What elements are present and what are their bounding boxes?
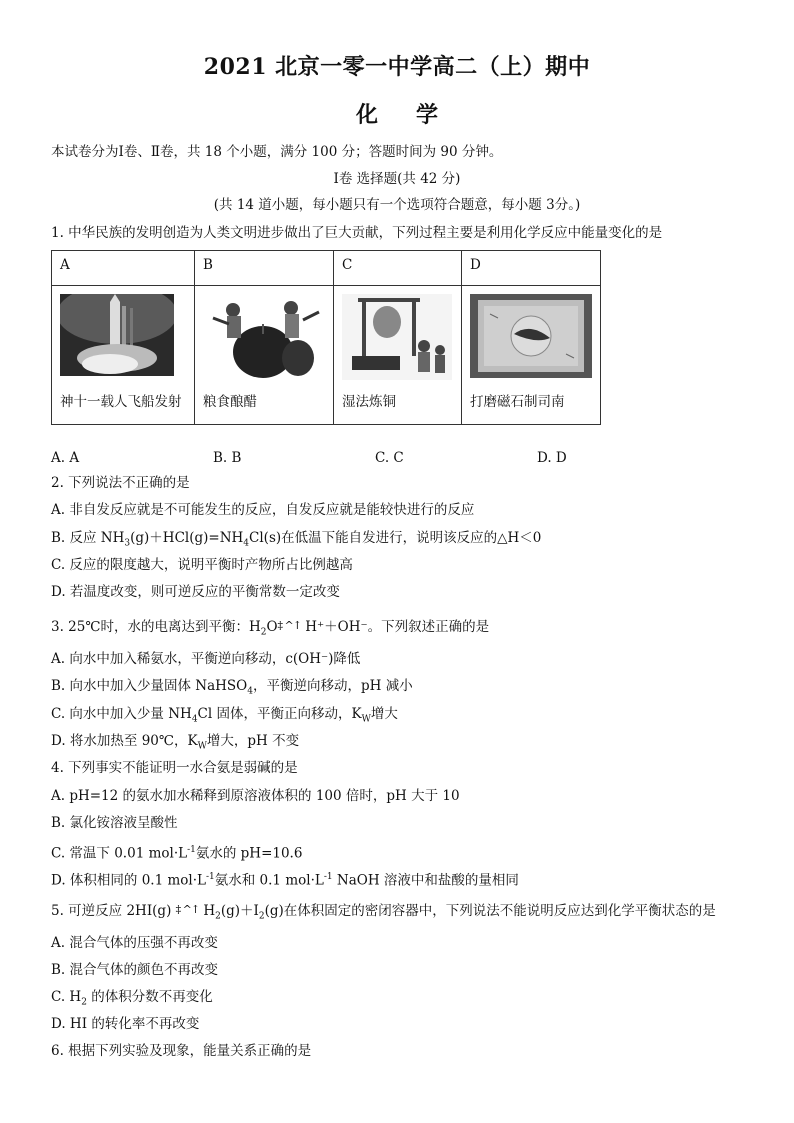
q3-option-c: C. 向水中加入少量 $NH_4Cl$ 固体，平衡正向移动，$K_W$增大 — [51, 706, 398, 725]
q4-option-b: B. 氯化铵溶液呈酸性 — [51, 815, 178, 831]
q2-option-b: B. 反应 $NH_3(g)+HCl(g)=NH_4Cl(s)$在低温下能自发进行，说明该反应的△H＜0 — [51, 530, 542, 549]
option-cell-c — [334, 286, 462, 425]
q1-answer-c: C. C — [375, 450, 404, 466]
q3-option-d: D. 将水加热至 90℃，$K_W$增大，pH 不变 — [51, 733, 300, 752]
q3-option-a: A. 向水中加入稀氨水，平衡逆向移动，c(OH⁻)降低 — [51, 651, 361, 667]
option-header-b: B — [195, 251, 334, 286]
q1-stem: 1. 中华民族的发明创造为人类文明进步做出了巨大贡献，下列过程主要是利用化学反应中能量变化的是 — [51, 225, 663, 241]
rocket-launch-image — [60, 294, 174, 376]
q2-stem: 2. 下列说法不正确的是 — [51, 475, 190, 491]
option-caption-a: 神十一载人飞船发射 — [60, 394, 182, 410]
compass-sinan-image — [470, 294, 592, 378]
q3-stem: 3. 25℃时，水的电离达到平衡：$H_2O\ddagger$ ^↑ H⁺＋OH⁻。下列叙述正确的是 — [51, 619, 490, 638]
q4-option-a: A. pH=12 的氨水加水稀释到原溶液体积的 100 倍时，pH 大于 10 — [51, 788, 460, 804]
q5-stem: 5. 可逆反应 2HI(g) ‡ ^↑ $H_2(g)+I_2(g)$在体积固定的密闭容器中，下列说法不能说明反应达到化学平衡状态的是 — [51, 903, 716, 922]
vinegar-brewing-image — [203, 294, 323, 380]
q1-option-table — [51, 250, 601, 425]
copper-smelting-image — [342, 294, 452, 380]
equilibrium-arrow-icon: ‡ ^↑ — [277, 619, 301, 632]
q2-option-c: C. 反应的限度越大，说明平衡时产物所占比例越高 — [51, 557, 353, 573]
q5-option-b: B. 混合气体的颜色不再改变 — [51, 962, 219, 978]
option-cell-a — [52, 286, 195, 425]
q6-stem: 6. 根据下列实验及现象，能量关系正确的是 — [51, 1043, 312, 1059]
q5-option-a: A. 混合气体的压强不再改变 — [51, 935, 218, 951]
q5-option-c: C. $H_2$ 的体积分数不再变化 — [51, 989, 213, 1008]
option-header-d: D — [462, 251, 601, 286]
exam-intro: 本试卷分为Ⅰ卷、Ⅱ卷，共 18 个小题，满分 100 分；答题时间为 90 分钟。 — [51, 144, 503, 160]
option-caption-d: 打磨磁石制司南 — [470, 394, 565, 410]
option-header-a: A — [52, 251, 195, 286]
q4-option-c: C. 常温下 0.01 $mol\cdot L^{-1}$氨水的 pH=10.6 — [51, 845, 303, 862]
section-note: (共 14 道小题，每小题只有一个选项符合题意，每小题 3分。) — [213, 197, 581, 213]
equilibrium-arrow-icon: ‡ ^↑ — [175, 903, 200, 916]
option-header-c: C — [334, 251, 462, 286]
q4-stem: 4. 下列事实不能证明一水合氨是弱碱的是 — [51, 760, 298, 776]
q2-option-d: D. 若温度改变，则可逆反应的平衡常数一定改变 — [51, 584, 340, 600]
option-cell-d — [462, 286, 601, 425]
q1-answer-a: A. A — [51, 450, 80, 466]
exam-title: 2021 北京一零一中学高二（上）期中 — [203, 54, 591, 80]
q1-answer-b: B. B — [213, 450, 242, 466]
section-title: Ⅰ卷 选择题(共 42 分) — [333, 171, 461, 187]
option-caption-c: 湿法炼铜 — [342, 394, 396, 410]
q1-answer-d: D. D — [537, 450, 567, 466]
option-caption-b: 粮食酿醋 — [203, 394, 257, 410]
option-cell-b — [195, 286, 334, 425]
q2-option-a: A. 非自发反应就是不可能发生的反应，自发反应就是能较快进行的反应 — [51, 502, 475, 518]
q5-option-d: D. HI 的转化率不再改变 — [51, 1016, 200, 1032]
q4-option-d: D. 体积相同的 0.1 $mol\cdot L^{-1}$氨水和 0.1 $mol\cdot L^{-1}$ NaOH 溶液中和盐酸的量相同 — [51, 872, 519, 889]
subject-title: 化学 — [355, 102, 476, 128]
q3-option-b: B. 向水中加入少量固体 NaHSO$_4$，平衡逆向移动，pH 减小 — [51, 678, 413, 697]
